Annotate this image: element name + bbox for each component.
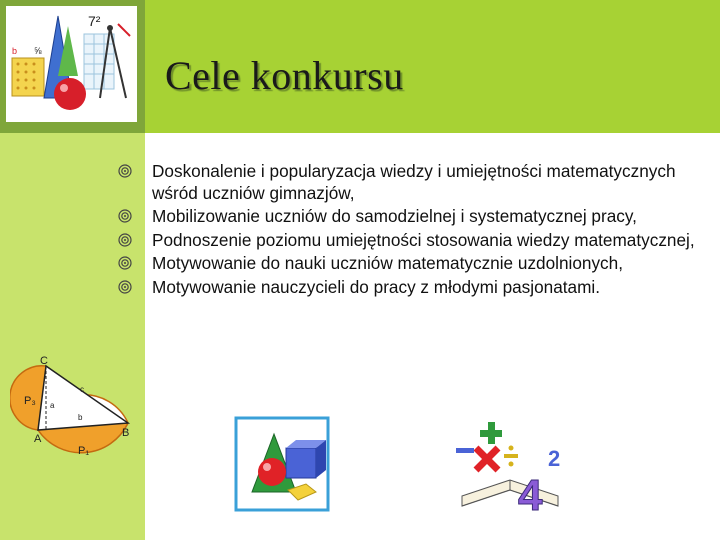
vertex-c-label: C — [40, 355, 48, 367]
list-item — [118, 230, 708, 252]
triangle-lunes-diagram — [10, 348, 140, 463]
side-c-label: c — [80, 385, 84, 394]
target-bullet-icon — [118, 233, 132, 247]
slide-title: Cele konkursu — [165, 53, 404, 98]
fraction-label: ⅝ — [34, 46, 42, 56]
list-item-text: Doskonalenie i popularyzacja wiedzy i umiejętności matematycznych wśród uczniów gimnazjów, — [152, 161, 676, 203]
target-bullet-icon — [118, 164, 132, 178]
side-b-label: b — [78, 413, 83, 422]
geometric-solids-clipart — [232, 414, 332, 514]
math-book-clipart — [452, 414, 572, 518]
area-p1-label: P₁ — [78, 445, 90, 457]
list-item-text: Motywowanie nauczycieli do pracy z młodymi pasjonatami. — [152, 276, 601, 297]
math-collage-image — [6, 6, 137, 122]
area-p3-label: P₃ — [24, 395, 36, 407]
list-item-text: Motywowanie do nauki uczniów matematycznie uzdolnionych, — [152, 253, 623, 273]
list-item — [118, 277, 708, 299]
list-item — [118, 253, 708, 275]
target-bullet-icon — [118, 209, 132, 223]
logo-frame — [0, 0, 145, 133]
digit-two: 2 — [548, 446, 561, 471]
target-bullet-icon — [118, 280, 132, 294]
digit-four: 4 — [518, 471, 543, 518]
power-label: 7² — [88, 13, 101, 29]
target-bullet-icon — [118, 256, 132, 270]
side-a-label: a — [50, 401, 55, 410]
list-item — [118, 206, 708, 228]
list-item-text: Podnoszenie poziomu umiejętności stosowania wiedzy matematycznej, — [152, 229, 695, 250]
b-label: b — [12, 46, 18, 56]
list-item-text: Mobilizowanie uczniów do samodzielnej i systematycznej pracy, — [152, 206, 637, 226]
goals-list — [118, 161, 708, 300]
list-item — [118, 161, 708, 204]
vertex-a-label: A — [34, 433, 42, 445]
vertex-b-label: B — [122, 427, 130, 439]
